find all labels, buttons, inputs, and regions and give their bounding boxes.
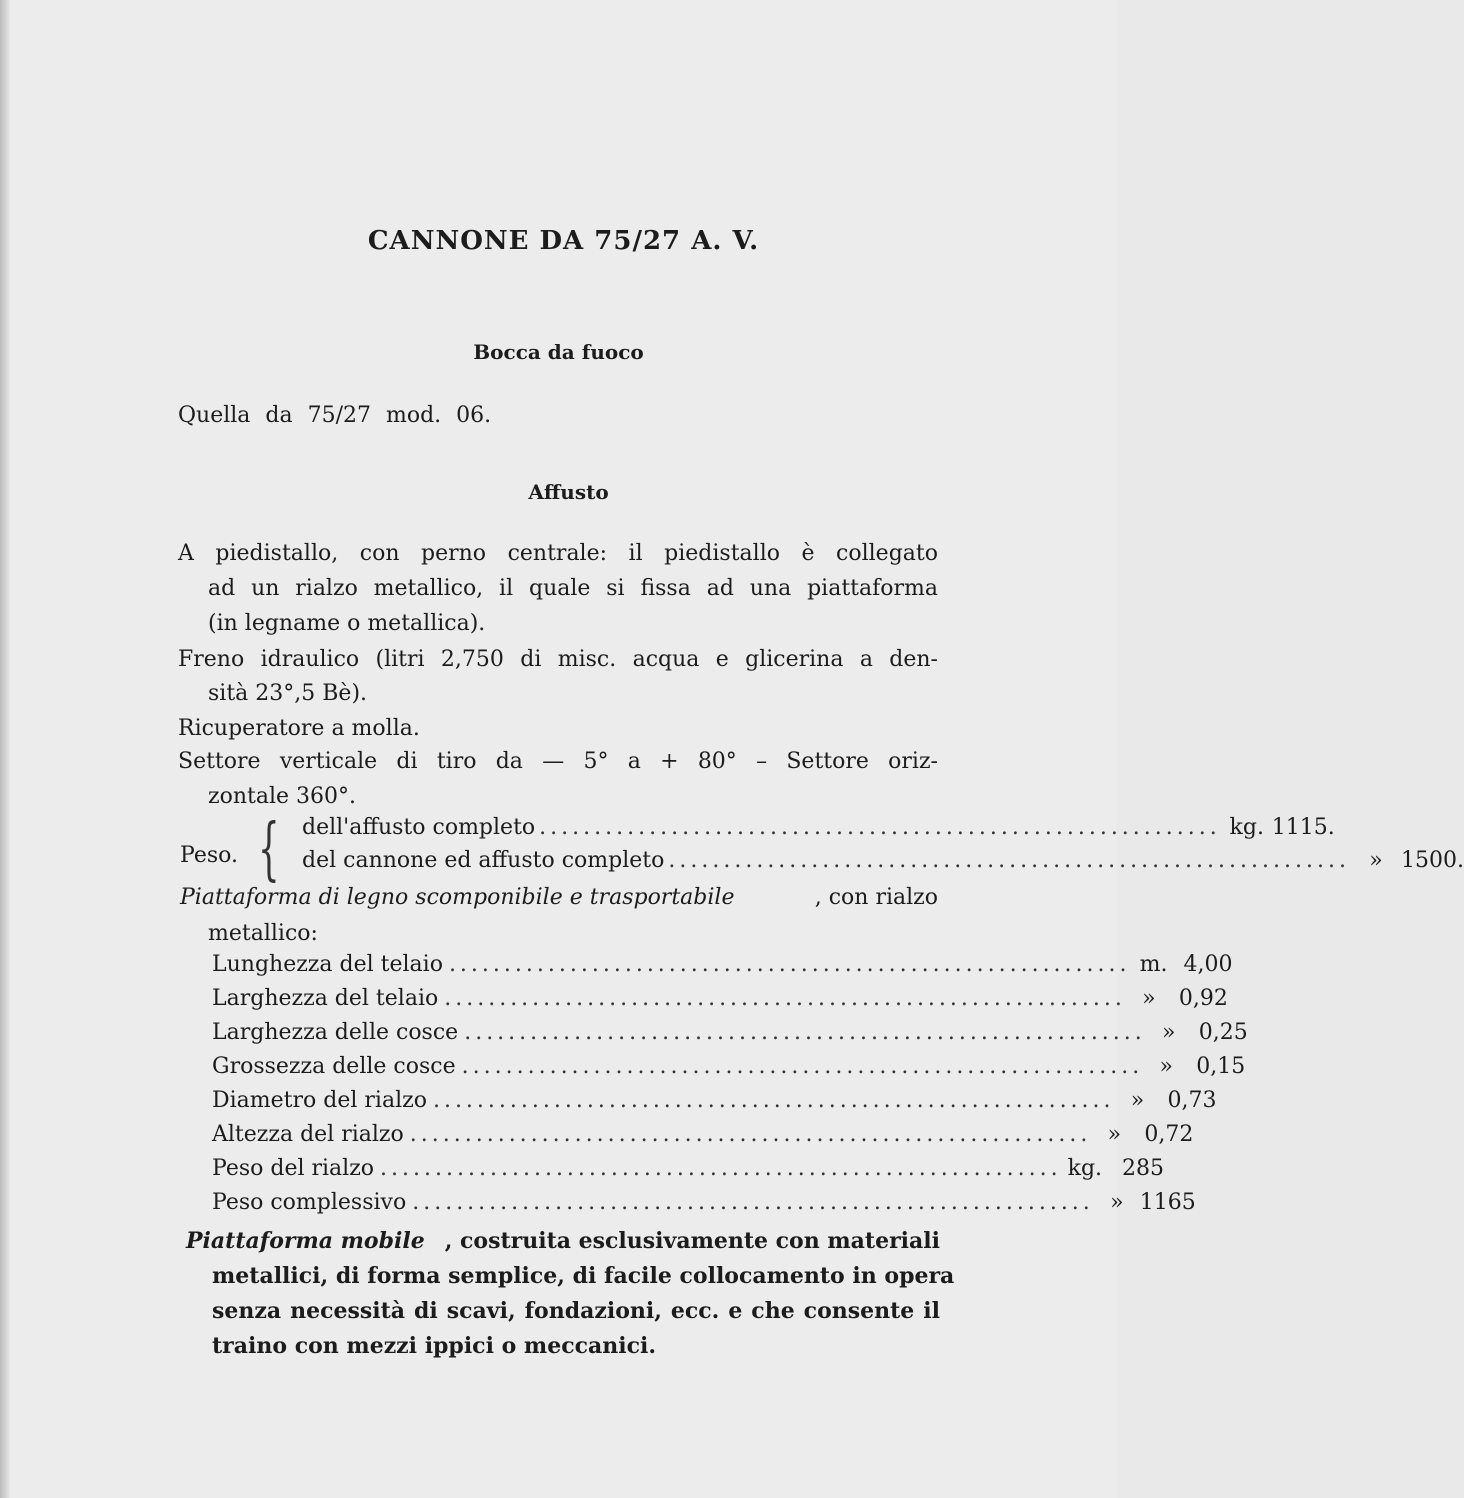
row-label: Peso complessivo <box>212 1190 407 1215</box>
leader-dots: .............................................................. <box>412 1190 1094 1215</box>
piattaforma-legno-heading <box>180 883 938 913</box>
table-row <box>212 1156 1165 1188</box>
row-unit: » <box>1142 986 1156 1011</box>
row-unit: kg. <box>1229 815 1264 840</box>
table-row <box>212 1020 1248 1052</box>
row-value: 0,15 <box>1196 1054 1246 1079</box>
leader-dots: .............................................................. <box>539 815 1221 840</box>
row-label: dell'affusto completo <box>302 815 536 840</box>
leader-dots: .............................................................. <box>464 1020 1146 1045</box>
brace-icon: { <box>258 810 280 889</box>
paragraph-line: Ricuperatore a molla. <box>178 716 420 741</box>
piattaforma-mobile-heading <box>186 1226 940 1256</box>
row-label: Larghezza del telaio <box>212 986 439 1011</box>
row-value: 1115. <box>1271 815 1335 840</box>
row-label: Diametro del rialzo <box>212 1088 427 1113</box>
bocca-text: Quella da 75/27 mod. 06. <box>178 403 492 428</box>
section-heading-bocca: Bocca da fuoco <box>473 340 644 364</box>
table-row <box>212 1088 1217 1120</box>
leader-dots: .............................................................. <box>448 952 1131 977</box>
peso-row <box>302 848 1464 880</box>
row-unit: » <box>1369 848 1383 873</box>
row-value: 285 <box>1122 1156 1165 1181</box>
leader-dots: .............................................................. <box>668 848 1350 873</box>
paragraph-line: (in legname o metallica). <box>208 611 486 636</box>
row-label: Altezza del rialzo <box>212 1122 404 1147</box>
leader-dots: .............................................................. <box>444 986 1126 1011</box>
row-value: 0,92 <box>1178 986 1228 1011</box>
row-label: Larghezza delle cosce <box>212 1020 459 1045</box>
row-unit: m. <box>1139 952 1168 977</box>
leader-dots: .............................................................. <box>380 1156 1062 1181</box>
paragraph-line: Freno idraulico (litri 2,750 di misc. acqua e glicerina a den- <box>178 647 938 672</box>
page-title: CANNONE DA 75/27 A. V. <box>367 226 760 256</box>
piattaforma-mobile-rest: , costruita esclusivamente con materiali <box>444 1228 940 1254</box>
table-row <box>212 952 1233 984</box>
row-value: 1165 <box>1139 1190 1196 1215</box>
table-row <box>212 1054 1246 1086</box>
row-value: 0,73 <box>1167 1088 1217 1113</box>
piattaforma-legno-rest: , con rialzo <box>814 885 938 910</box>
section-heading-affusto: Affusto <box>528 480 609 504</box>
row-unit: » <box>1107 1122 1122 1147</box>
row-label: Peso del rialzo <box>212 1156 375 1181</box>
paragraph-line: traino con mezzi ippici o meccanici. <box>212 1333 657 1359</box>
paragraph-line: ad un rialzo metallico, il quale si fissa ad una piattaforma <box>208 576 938 601</box>
paragraph-line: senza necessità di scavi, fondazioni, ecc. e che consente il <box>212 1298 940 1324</box>
row-unit: » <box>1162 1020 1176 1045</box>
leader-dots: .............................................................. <box>461 1054 1144 1079</box>
table-row <box>212 986 1228 1018</box>
row-label: Grossezza delle cosce <box>212 1054 456 1079</box>
peso-label: Peso. <box>180 843 238 868</box>
table-row <box>212 1190 1196 1222</box>
row-value: 4,00 <box>1183 952 1233 977</box>
peso-row <box>302 815 1335 847</box>
row-unit: » <box>1159 1054 1173 1079</box>
paragraph-line: sità 23°,5 Bè). <box>208 681 368 706</box>
paragraph-line: metallico: <box>208 921 318 946</box>
piattaforma-mobile-title: Piattaforma mobile <box>186 1228 425 1254</box>
paragraph-line: metallici, di forma semplice, di facile collocamento in opera <box>212 1263 955 1289</box>
table-row <box>212 1122 1194 1154</box>
row-label: Lunghezza del telaio <box>212 952 443 977</box>
paragraph-line: A piedistallo, con perno centrale: il piedistallo è collegato <box>178 541 938 566</box>
row-value: 1500. <box>1400 848 1464 873</box>
paragraph-line: zontale 360°. <box>208 784 356 809</box>
leader-dots: .............................................................. <box>432 1088 1115 1113</box>
page-edge <box>0 0 10 1498</box>
row-value: 0,72 <box>1144 1122 1194 1147</box>
piattaforma-legno-title: Piattaforma di legno scomponibile e trasportabile <box>180 885 735 910</box>
row-unit: » <box>1110 1190 1124 1215</box>
paragraph-line: Settore verticale di tiro da — 5° a + 80° – Settore oriz- <box>178 749 938 774</box>
row-label: del cannone ed affusto completo <box>302 848 665 873</box>
row-value: 0,25 <box>1198 1020 1248 1045</box>
row-unit: » <box>1130 1088 1145 1113</box>
leader-dots: .............................................................. <box>409 1122 1092 1147</box>
row-unit: kg. <box>1067 1156 1103 1181</box>
